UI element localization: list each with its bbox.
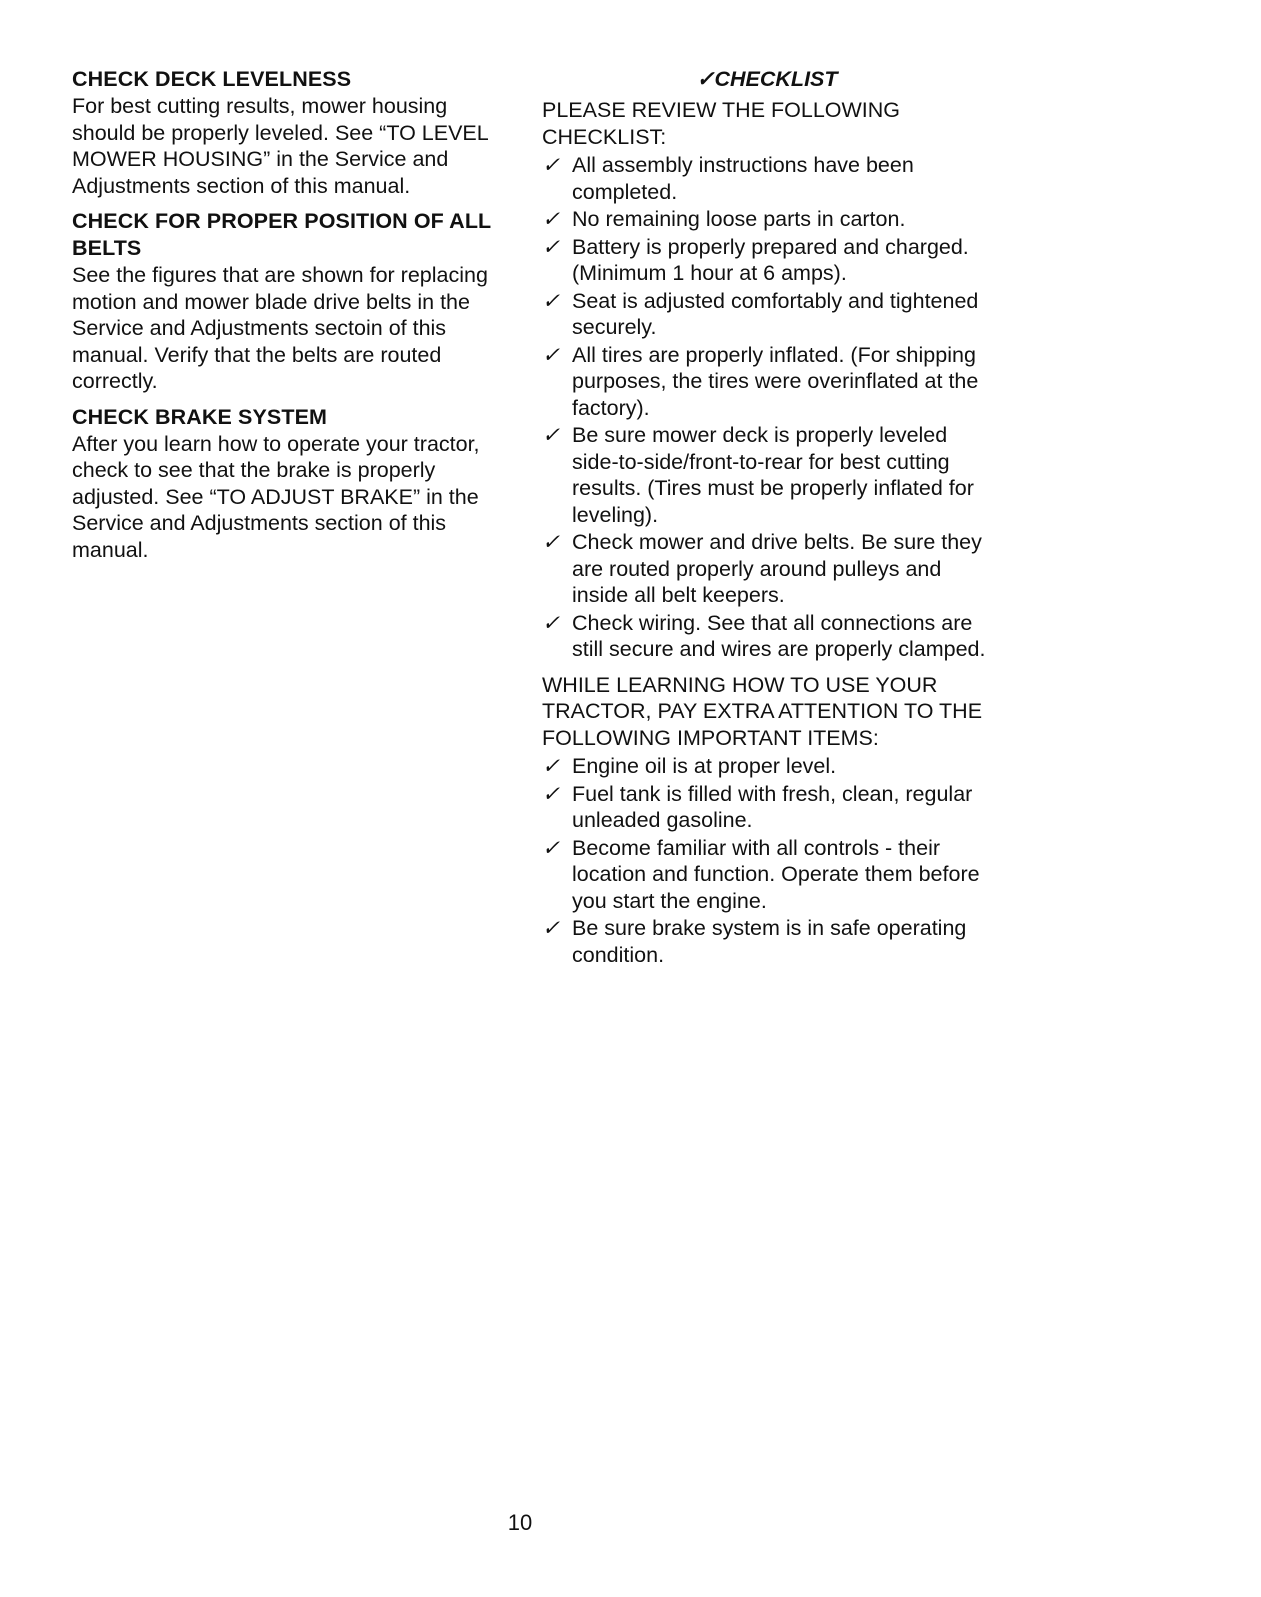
checklist-item [542, 781, 992, 834]
check-mark-icon: ✓ [542, 234, 561, 259]
checklist-item-text: Check mower and drive belts. Be sure they are routed properly around pulleys and inside all belt keepers. [572, 530, 982, 607]
section-body: For best cutting results, mower housing should be properly leveled. See “TO LEVEL MOWER HOUSING” in the Service and Adjustments section of this manual. [72, 94, 488, 198]
checklist-item [542, 835, 992, 915]
important-items [542, 753, 992, 968]
section-deck-levelness [72, 66, 512, 199]
section-belts [72, 208, 512, 395]
checklist-item [542, 529, 992, 609]
checklist-item-text: Engine oil is at proper level. [572, 754, 837, 778]
section-heading: CHECK FOR PROPER POSITION OF ALL BELTS [72, 209, 491, 260]
check-mark-icon: ✓ [542, 754, 561, 778]
check-mark-icon: ✓ [542, 781, 561, 806]
section-heading: CHECK BRAKE SYSTEM [72, 404, 328, 429]
checklist-item-text: All assembly instructions have been completed. [572, 153, 914, 204]
checklist-item-text: Seat is adjusted comfortably and tightened securely. [572, 288, 979, 339]
check-mark-icon: ✓ [542, 288, 561, 313]
checklist-item-text: Battery is properly prepared and charged. (Minimum 1 hour at 6 amps). [572, 234, 969, 285]
right-column [542, 66, 992, 977]
checklist-item-text: Become familiar with all controls - their location and function. Operate them before you start the engine. [572, 835, 980, 913]
check-mark-icon: ✓ [542, 153, 561, 177]
checklist-item [542, 753, 992, 780]
checklist-item-text: Be sure brake system is in safe operating condition. [572, 916, 967, 967]
checklist-item-text: Be sure mower deck is properly leveled side-to-side/front-to-rear for best cutting results. (Tires must be properly inflated for leveling). [572, 423, 974, 527]
checklist-item [542, 610, 992, 663]
check-mark-icon: ✓ [542, 916, 561, 940]
section-body: After you learn how to operate your tractor, check to see that the brake is properly adjusted. See “TO ADJUST BRAKE” in the Service and Adjustments section of this manual. [72, 431, 480, 562]
checklist-item [542, 422, 992, 528]
checklist-item [542, 234, 992, 287]
section-heading: CHECK DECK LEVELNESS [72, 67, 352, 91]
checklist-item [542, 342, 992, 422]
checklist-item-text: All tires are properly inflated. (For shipping purposes, the tires were overinflated at the factory). [572, 342, 979, 420]
check-mark-icon: ✓ [542, 835, 561, 860]
checklist-item-text: No remaining loose parts in carton. [572, 207, 906, 231]
checklist-title [542, 66, 992, 93]
section-body: See the figures that are shown for replacing motion and mower blade drive belts in the Service and Adjustments sectoin of this manual. Verify that the belts are routed correctly. [72, 263, 488, 393]
checklist-intro: PLEASE REVIEW THE FOLLOWING CHECKLIST: [542, 98, 901, 149]
checklist-items [542, 152, 992, 663]
check-mark-icon: ✓ [696, 67, 715, 91]
checklist-item [542, 152, 992, 205]
checklist-item [542, 206, 992, 233]
check-mark-icon: ✓ [542, 207, 561, 231]
check-mark-icon: ✓ [542, 530, 561, 554]
check-mark-icon: ✓ [542, 610, 561, 635]
checklist-item [542, 915, 992, 968]
check-mark-icon: ✓ [542, 342, 561, 367]
section-brake-system [72, 404, 512, 564]
checklist-title-text: CHECKLIST [714, 67, 838, 91]
left-column [72, 66, 512, 572]
check-mark-icon: ✓ [542, 423, 561, 447]
checklist-item-text: Fuel tank is filled with fresh, clean, regular unleaded gasoline. [572, 781, 973, 832]
checklist-item [542, 288, 992, 341]
important-items-intro: WHILE LEARNING HOW TO USE YOUR TRACTOR, PAY EXTRA ATTENTION TO THE FOLLOWING IMPORTANT ITEMS: [542, 672, 983, 750]
page-number: 10 [507, 1510, 533, 1535]
checklist-item-text: Check wiring. See that all connections are still secure and wires are properly clamped. [572, 610, 986, 661]
